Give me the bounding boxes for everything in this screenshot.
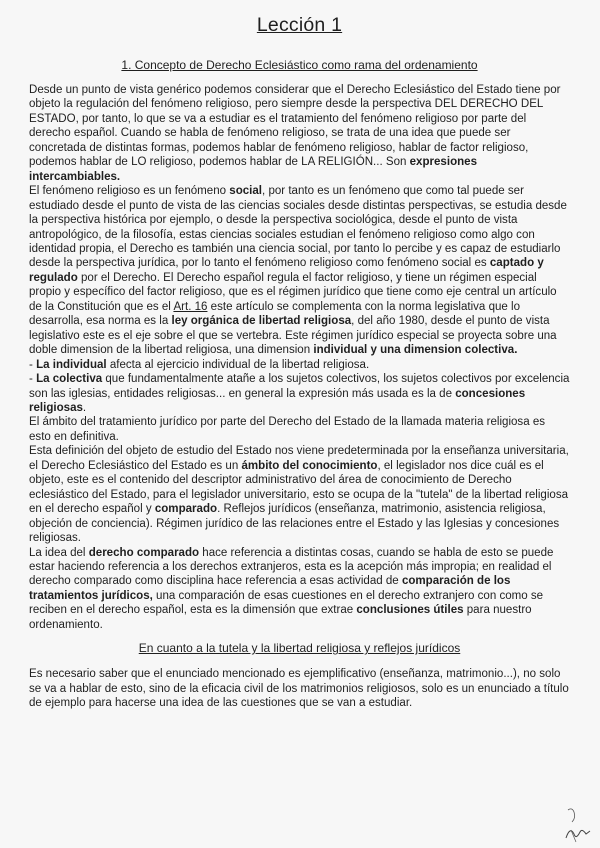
text-run: , el legislador nos dice cuál es el objeto, este es el contenido del descriptor administrativo del área de conocimiento de Derecho eclesiástico del Estado, para el legislador universitario, esto se ocupa de la "tutela" de la libertad religiosa en el derecho español y [29, 459, 569, 516]
signature-mark-icon [562, 804, 594, 844]
text-run: , del año 1980, desde el punto de vista legislativo este es el eje sobre el que se vertebra. Este régimen jurídico especial se proyecta sobre una doble dimension de la libertad religiosa, una dimension [29, 315, 557, 357]
bold-text: social [229, 185, 263, 198]
underlined-text: Art. 16 [173, 300, 208, 313]
text-run: por el Derecho. El Derecho español regula el factor religioso, y tiene un régimen especial propio y específico del factor religioso, que es el régimen jurídico que tiene como eje central un artículo de la Constitución que es el [29, 271, 557, 313]
section-2-title: En cuanto a la tutela y la libertad religiosa y reflejos jurídicos [138, 641, 461, 656]
bold-text: conclusiones útiles [356, 604, 464, 617]
page-title: Lección 1 [256, 14, 343, 36]
section-1-body [29, 83, 570, 632]
text-run: Esta definición del objeto de estudio del Estado nos viene predeterminada por la enseñanza universitaria, el Derecho Eclesiástico del Estado es un [29, 445, 569, 472]
bold-text: individual y una dimension colectiva. [313, 344, 518, 357]
bold-text: comparado [154, 503, 218, 516]
bold-text: captado y regulado [29, 257, 544, 284]
bold-text: comparación de los tratamientos jurídicos, [29, 575, 511, 602]
paragraph [29, 372, 570, 415]
bold-text: expresiones intercambiables. [29, 156, 478, 183]
text-run: este artículo se complementa con la norma legislativa que lo desarrolla, esa norma es la [29, 300, 521, 328]
bold-text: derecho comparado [88, 546, 200, 559]
text-run: afecta al ejercicio individual de la libertad religiosa. [106, 358, 370, 371]
bold-text: concesiones religiosas [29, 387, 526, 414]
text-run: que fundamentalmente atañe a los sujetos colectivos, los sujetos colectivos por excelencia son las iglesias, entidades religiosas... en general la expresión más usada es la de [29, 373, 570, 400]
bold-text: ley orgánica de libertad religiosa [171, 315, 352, 328]
bold-text: ámbito del conocimiento [241, 459, 378, 472]
text-run: para nuestro ordenamiento. [29, 604, 532, 631]
paragraph [29, 184, 570, 357]
text-run: . [82, 401, 87, 414]
paragraph [29, 444, 570, 545]
text-run: una comparación de esas cuestiones en el derecho extranjero con como se reciben en el derecho español, esta es la dimensión que extrae [29, 589, 544, 617]
text-run: La idea del [29, 546, 89, 559]
text-run: El ámbito del tratamiento jurídico por parte del Derecho del Estado de la llamada materia religiosa es esto en definitiva. [29, 416, 546, 443]
text-run: hace referencia a distintas cosas, cuando se habla de esto se puede estar haciendo referencia a los derechos extranjeros, esta es la acepción más impropia; en realidad el derecho comparado como disciplina hace referencia a esas actividad de [29, 546, 554, 588]
text-run: El fenómeno religioso es un fenómeno [29, 185, 230, 198]
text-run: - [29, 358, 37, 371]
text-run: , por tanto es un fenómeno que como tal puede ser estudiado desde el punto de vista de las ciencias sociales desde distintas perspectivas, se estudia desde la perspectiva histórica por ejemplo, o desde la perspectiva sociológica, desde el punto de vista antropológico, de la filosofía, estas ciencias sociales estudian el fenómeno religioso como algo con identidad propia, el Derecho es también una ciencia social, por tanto lo percibe y es capaz de estudiarlo desde la perspectiva jurídica, por lo tanto el fenómeno religioso como fenómeno social es [29, 185, 567, 270]
text-run: Desde un punto de vista genérico podemos considerar que el Derecho Eclesiástico del Estado tiene por objeto la regulación del fenómeno religioso, pero siempre desde la perspectiva DEL DERECHO DEL ESTADO, por tanto, lo que se va a estudiar es el tratamiento del fenómeno religioso por parte del derecho español. Cuando se habla de fenómeno religioso, se trata de una idea que puede ser concretada de distintas formas, podemos hablar de fenómeno religioso, hablar de factor religioso, podemos hablar de LO religioso, podemos hablar de LA RELIGIÓN... Son [29, 84, 561, 169]
paragraph [29, 358, 570, 372]
section-1-title: 1. Concepto de Derecho Eclesiástico como rama del ordenamiento [121, 58, 478, 72]
bold-text: La colectiva [36, 373, 103, 386]
text-run: - [29, 373, 37, 386]
bold-text: La individual [36, 358, 107, 371]
paragraph [29, 83, 570, 184]
section-2-paragraph: Es necesario saber que el enunciado mencionado es ejemplificativo (enseñanza, matrimonio...), no solo se va a hablar de esto, sino de la eficacia civil de los matrimonios religiosos, solo es un enunciado a título de ejemplo para hacerse una idea de las cuestiones que se van a estudiar. [29, 668, 569, 710]
paragraph [29, 546, 570, 633]
paragraph [29, 415, 570, 444]
text-run: . Reflejos jurídicos (enseñanza, matrimonio, asistencia religiosa, objeción de conciencia). Régimen jurídico de las relaciones entre el Estado y las Iglesias y concesiones religiosas. [29, 503, 560, 545]
